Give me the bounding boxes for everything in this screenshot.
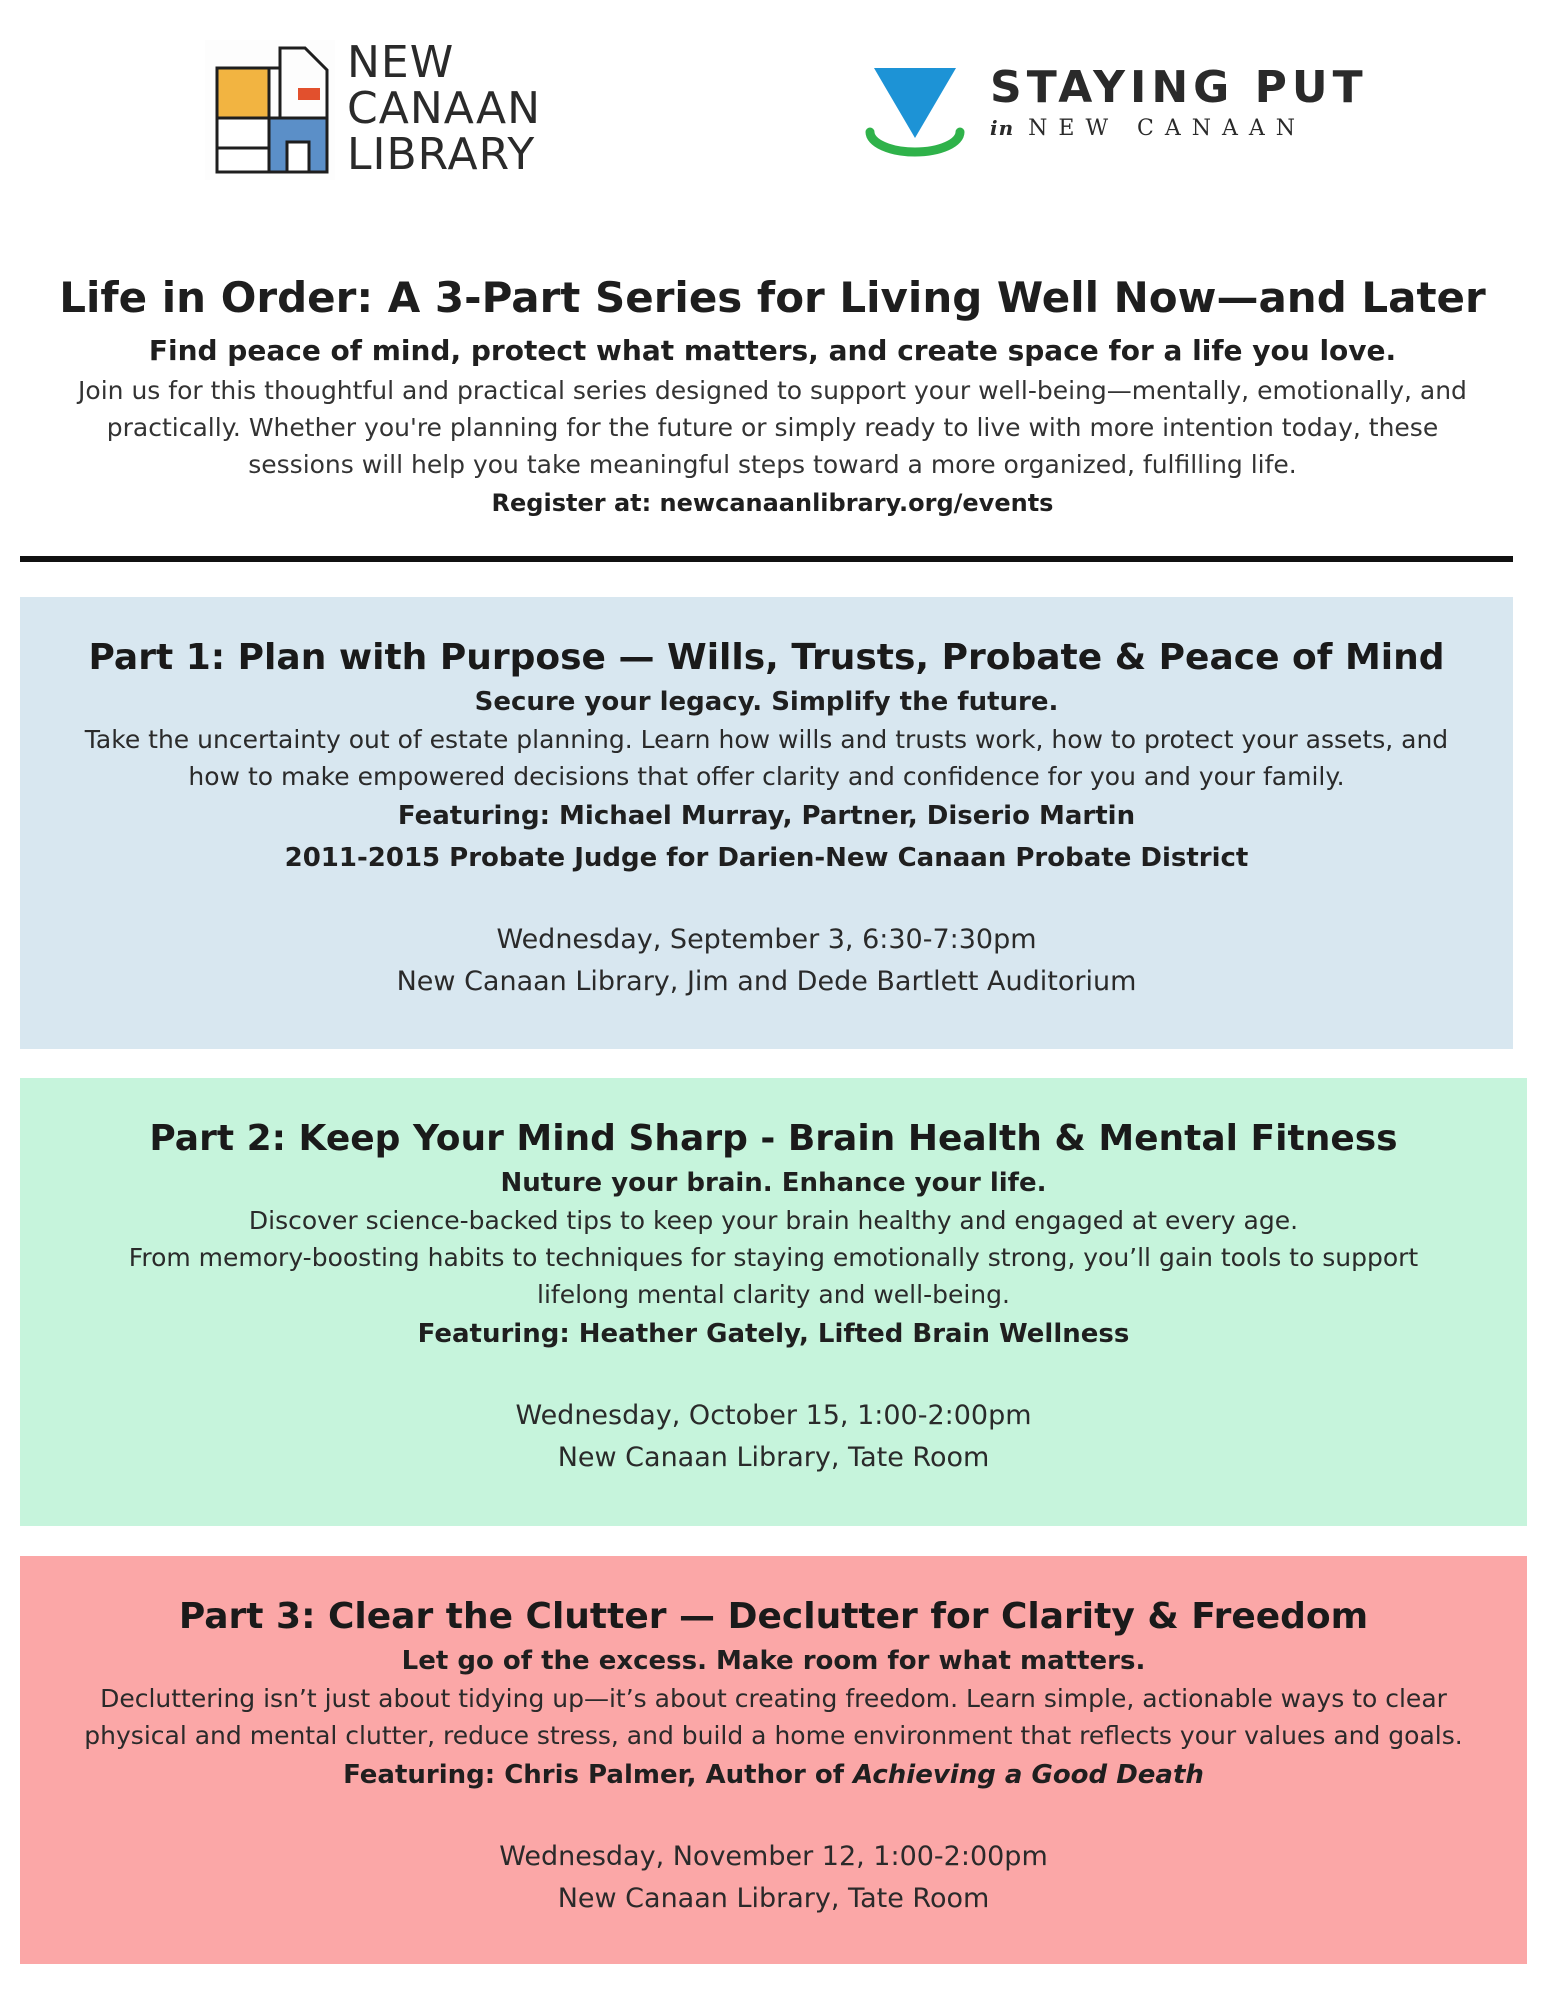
part-1-card: [20, 597, 1513, 1049]
section-divider: [20, 556, 1513, 562]
part-2-card: [20, 1078, 1527, 1526]
featuring-prefix: Featuring: Chris Palmer, Author of: [343, 1760, 854, 1790]
description-line: practically. Whether you're planning for the future or simply ready to live with more intention today, these: [106, 413, 1439, 442]
part-description-line: lifelong mental clarity and well-being.: [537, 1280, 1010, 1309]
description-line: sessions will help you take meaningful steps toward a more organized, fulfilling life.: [248, 450, 1297, 479]
part-featuring-extra: 2011-2015 Probate Judge for Darien-New Canaan Probate District: [284, 843, 1249, 873]
library-building-icon: [205, 40, 335, 180]
staying-put-in: in: [990, 116, 1015, 140]
new-canaan-library-logo: [205, 37, 560, 182]
library-wordmark-line: NEW: [347, 37, 455, 88]
library-wordmark: [347, 37, 542, 180]
part-featuring: [20, 1754, 1527, 1796]
part-featuring: Featuring: Heather Gately, Lifted Brain Wellness: [417, 1319, 1130, 1349]
staying-put-title: STAYING PUT: [990, 62, 1368, 113]
part-subtitle: Secure your legacy. Simplify the future.: [474, 687, 1059, 717]
staying-put-subtitle: [990, 116, 1306, 141]
part-location: New Canaan Library, Tate Room: [557, 1883, 990, 1914]
part-location: New Canaan Library, Tate Room: [557, 1442, 990, 1473]
staying-put-logo: [860, 60, 1368, 170]
part-title: Part 2: Keep Your Mind Sharp - Brain Health & Mental Fitness: [149, 1118, 1398, 1159]
part-date: Wednesday, November 12, 1:00-2:00pm: [499, 1841, 1048, 1872]
description-line: Join us for this thoughtful and practical series designed to support your well-being—mentally, emotionally, and: [78, 376, 1467, 405]
series-title: Life in Order: A 3-Part Series for Living Well Now—and Later: [59, 273, 1486, 322]
register-link[interactable]: Register at: newcanaanlibrary.org/events: [491, 489, 1054, 517]
part-date: Wednesday, October 15, 1:00-2:00pm: [515, 1400, 1032, 1431]
part-description-line: Decluttering isn’t just about tidying up—it’s about creating freedom. Learn simple, actionable ways to clear: [100, 1684, 1447, 1713]
part-title: Part 1: Plan with Purpose — Wills, Trusts, Probate & Peace of Mind: [88, 637, 1445, 678]
series-description: [13, 372, 1533, 483]
part-3-card: [20, 1556, 1527, 1964]
part-subtitle: Let go of the excess. Make room for what matters.: [401, 1646, 1146, 1676]
library-wordmark-line: CANAAN: [347, 83, 542, 134]
staying-put-pin-icon: [860, 60, 970, 165]
part-date: Wednesday, September 3, 6:30-7:30pm: [496, 924, 1037, 955]
part-featuring: Featuring: Michael Murray, Partner, Diserio Martin: [397, 801, 1136, 831]
featuring-book-title: Achieving a Good Death: [853, 1760, 1204, 1790]
part-description-line: physical and mental clutter, reduce stress, and build a home environment that reflects your values and goals.: [84, 1721, 1463, 1750]
part-description-line: Discover science-backed tips to keep your brain healthy and engaged at every age.: [248, 1206, 1299, 1235]
part-title: Part 3: Clear the Clutter — Declutter for Clarity & Freedom: [178, 1596, 1369, 1637]
library-wordmark-line: LIBRARY: [347, 129, 536, 180]
series-tagline: Find peace of mind, protect what matters, and create space for a life you love.: [148, 334, 1397, 367]
part-subtitle: Nuture your brain. Enhance your life.: [500, 1168, 1047, 1198]
part-description-line: From memory-boosting habits to techniques for staying emotionally strong, you’ll gain tools to support: [128, 1243, 1419, 1272]
part-location: New Canaan Library, Jim and Dede Bartlett Auditorium: [396, 966, 1137, 997]
part-description-line: how to make empowered decisions that offer clarity and confidence for you and your family.: [188, 762, 1345, 791]
part-description-line: Take the uncertainty out of estate planning. Learn how wills and trusts work, how to protect your assets, and: [84, 725, 1449, 754]
staying-put-place: NEW CANAAN: [1028, 116, 1307, 141]
series-intro: [0, 270, 1545, 521]
